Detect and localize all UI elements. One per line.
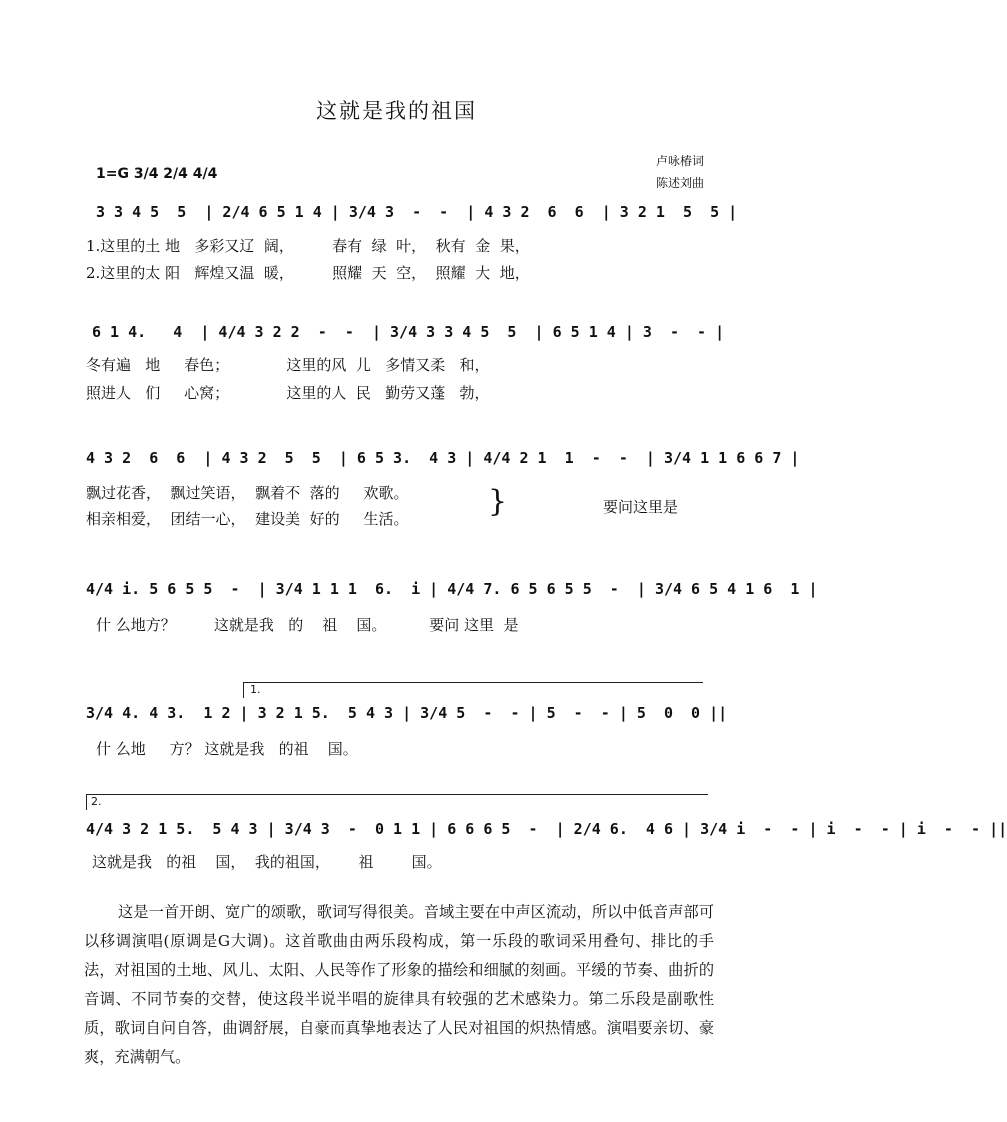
composer-credit: 陈述刘曲 <box>656 176 705 190</box>
brace: } <box>488 484 508 519</box>
lyrics-line-1-verse-2: 2.这里的太 阳 辉煌又温 暖， 照耀 天 空， 照耀 大 地， <box>86 264 530 282</box>
notation-line-5: 3/4 4. 4 3. 1 2 | 3 2 1 5. 5 4 3 | 3/4 5 - - | 5 - - | 5 0 0 || <box>86 704 728 722</box>
volta-1-label: 1. <box>250 683 261 696</box>
notation-line-4: 4/4 i. 5 6 5 5 - | 3/4 1 1 1 6. i | 4/4 7. 6 5 6 5 5 - | 3/4 6 5 4 1 6 1 | <box>86 580 818 598</box>
lyrics-line-2-verse-1: 冬有遍 地 春色； 这里的风 儿 多情又柔 和， <box>86 356 490 374</box>
volta-1-bracket <box>243 682 703 683</box>
lyrics-line-2-verse-2: 照进人 们 心窝； 这里的人 民 勤劳又蓬 勃， <box>86 384 490 402</box>
volta-1-hook <box>243 682 244 698</box>
volta-2-hook <box>86 794 87 810</box>
lyrics-line-1-verse-1: 1.这里的土 地 多彩又辽 阔， 春有 绿 叶， 秋有 金 果， <box>86 237 530 255</box>
volta-2-label: 2. <box>91 795 102 808</box>
notation-line-3: 4 3 2 6 6 | 4 3 2 5 5 | 6 5 3. 4 3 | 4/4 2 1 1 - - | 3/4 1 1 6 6 7 | <box>86 449 800 467</box>
side-note: 要问这里是 <box>603 498 679 516</box>
lyricist-credit: 卢咏椿词 <box>656 154 705 168</box>
notation-line-1: 3 3 4 5 5 | 2/4 6 5 1 4 | 3/4 3 - - | 4 3 2 6 6 | 3 2 1 5 5 | <box>96 203 738 221</box>
notation-line-6: 4/4 3 2 1 5. 5 4 3 | 3/4 3 - 0 1 1 | 6 6 6 5 - | 2/4 6. 4 6 | 3/4 i - - | i - - | i - - || <box>86 820 1007 838</box>
lyrics-line-4: 什 么地方？ 这就是我 的 祖 国。 要问 这里 是 <box>96 616 519 634</box>
volta-2-bracket <box>86 794 708 795</box>
description-paragraph: 这是一首开朗、宽广的颂歌，歌词写得很美。音域主要在中声区流动，所以中低音声部可以移调演唱(原调是G大调)。这首歌曲由两乐段构成，第一乐段的歌词采用叠句、排比的手法，对祖国的土地、风儿、太阳、人民等作了形象的描绘和细腻的刻画。平缓的节奏、曲折的音调、不同节奏的交替，使这段半说半唱的旋律具有较强的艺术感染力。第二乐段是副歌性质，歌词自问自答，曲调舒展，自豪而真挚地表达了人民对祖国的炽热情感。演唱要亲切、豪爽，充满朝气。 <box>84 903 714 1066</box>
lyrics-line-3-verse-1: 飘过花香， 飘过笑语， 飘着不 落的 欢歌。 <box>86 484 409 502</box>
lyrics-line-6: 这就是我 的祖 国， 我的祖国， 祖 国。 <box>92 853 442 871</box>
key-signature: 1=G 3/4 2/4 4/4 <box>96 166 218 182</box>
lyrics-line-3-verse-2: 相亲相爱， 团结一心， 建设美 好的 生活。 <box>86 510 409 528</box>
notation-line-2: 6 1 4. 4 | 4/4 3 2 2 - - | 3/4 3 3 4 5 5 | 6 5 1 4 | 3 - - | <box>92 323 725 341</box>
lyrics-line-5: 什 么地 方？ 这就是我 的祖 国。 <box>96 740 358 758</box>
song-title: 这就是我的祖国 <box>316 99 477 123</box>
